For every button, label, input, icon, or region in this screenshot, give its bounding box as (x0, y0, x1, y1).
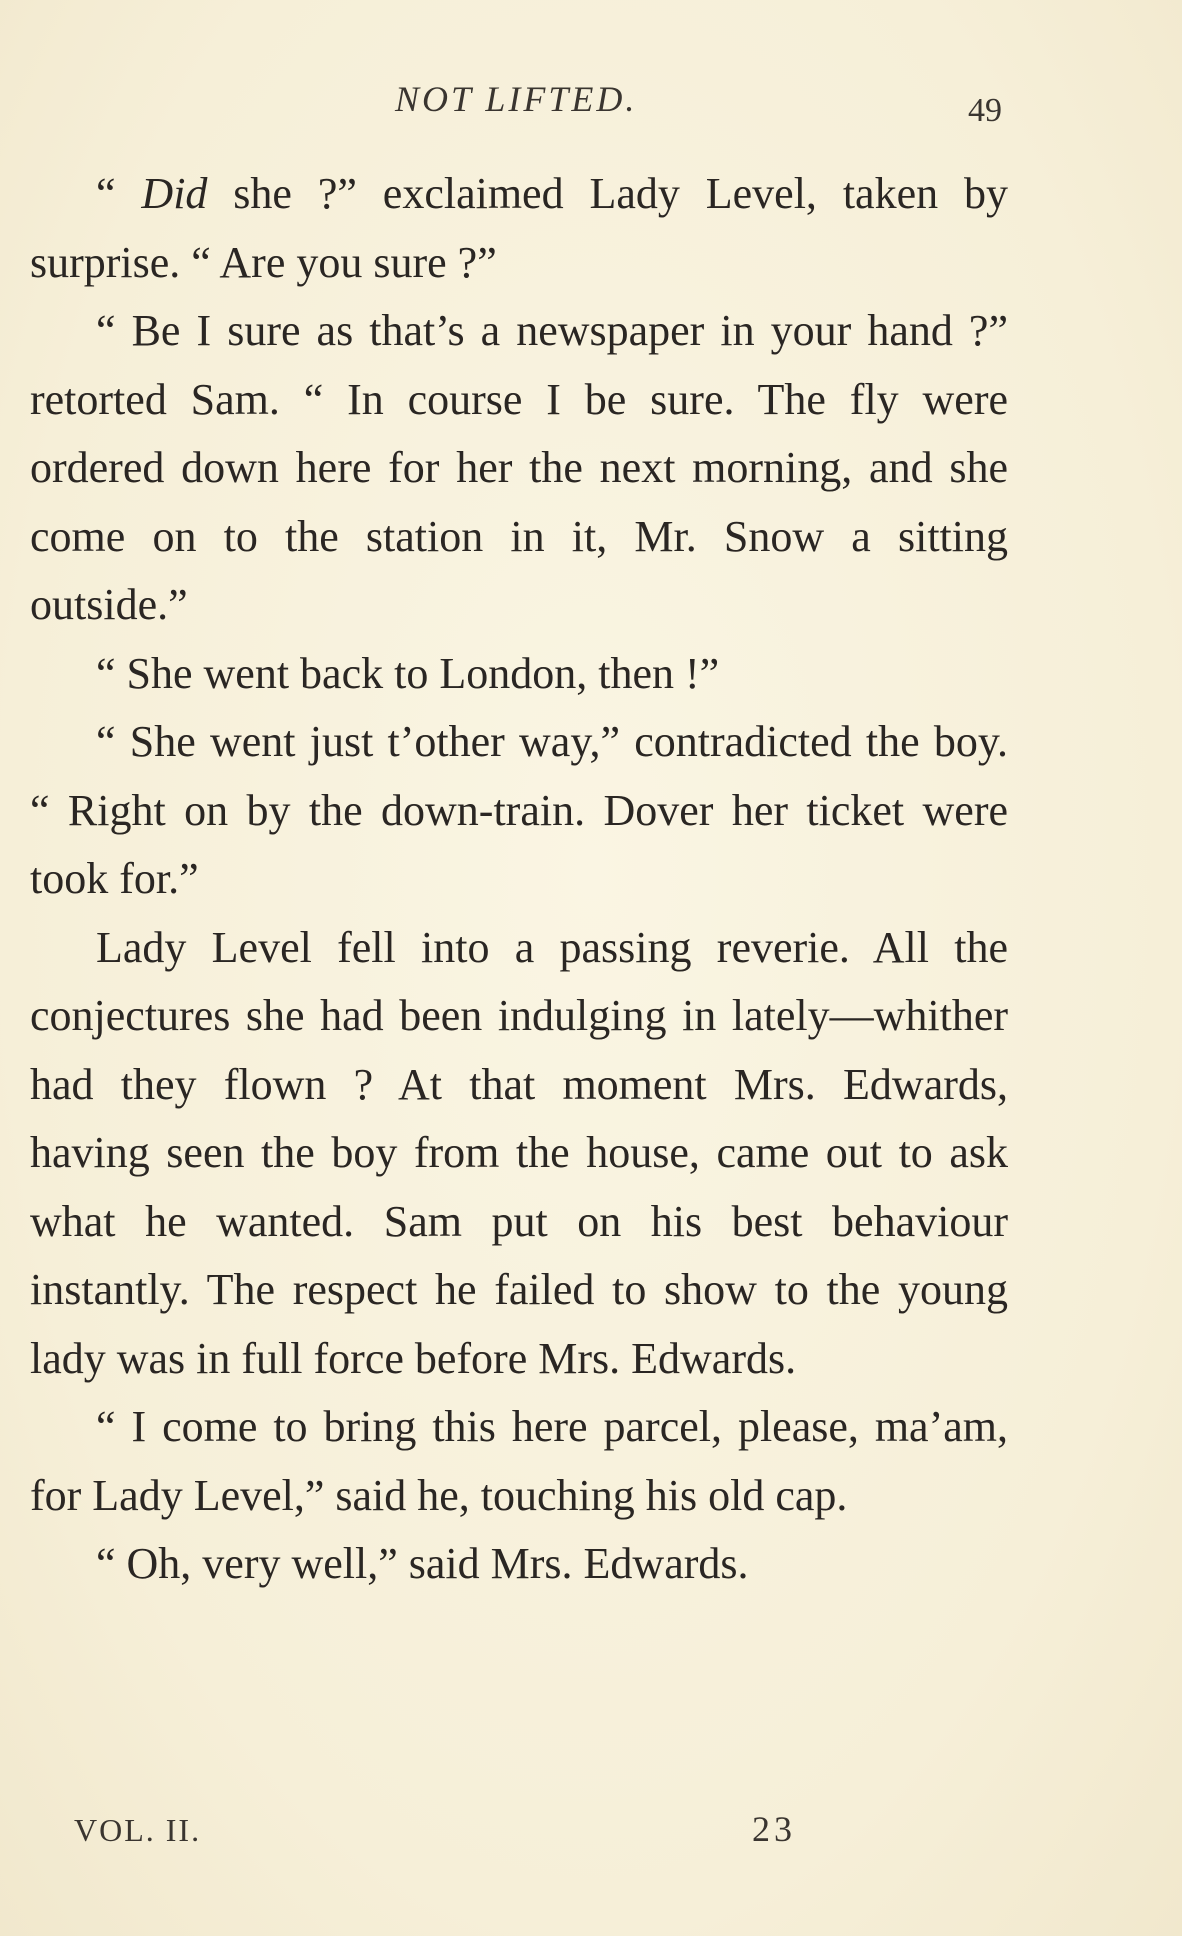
paragraph-5: Lady Level fell into a passing reverie. All the conjectures she had been indulging in lately—whither had they flown ? At that moment Mrs. Edwards, having seen the boy from the house, came out to ask what he wanted. Sam put on his best behaviour instantly. The respect he failed to show to the young lady was in full force before Mrs. Edwards. (30, 922, 1008, 1383)
volume-label: VOL. II. (74, 1812, 202, 1848)
paragraph-1-open: “ (96, 169, 142, 218)
italic-word: Did (141, 169, 208, 218)
paragraph-2: “ Be I sure as that’s a newspaper in your hand ?” retorted Sam. “ In course I be sure. The fly were ordered down here for her the next morning, and she come on to the station in it, Mr. Snow a sitting outside.” (30, 306, 1008, 629)
running-title: NOT LIFTED. (395, 79, 638, 119)
paragraph-1-rest: she ?” exclaimed Lady Level, taken by surprise. “ Are you sure ?” (30, 169, 1008, 287)
body-text (30, 160, 1008, 1599)
paragraph-7: “ Oh, very well,” said Mrs. Edwards. (96, 1539, 749, 1588)
paragraph-3: “ She went back to London, then !” (96, 648, 720, 698)
page-number: 49 (968, 92, 1002, 129)
paragraph-6: “ I come to bring this here parcel, please, ma’am, for Lady Level,” said he, touching his old cap. (30, 1402, 1008, 1520)
paragraph-4: “ She went just t’other way,” contradicted the boy. “ Right on by the down-train. Dover her ticket were took for.” (30, 717, 1008, 903)
paragraph-1 (30, 160, 1008, 297)
signature-mark: 23 (752, 1809, 796, 1849)
